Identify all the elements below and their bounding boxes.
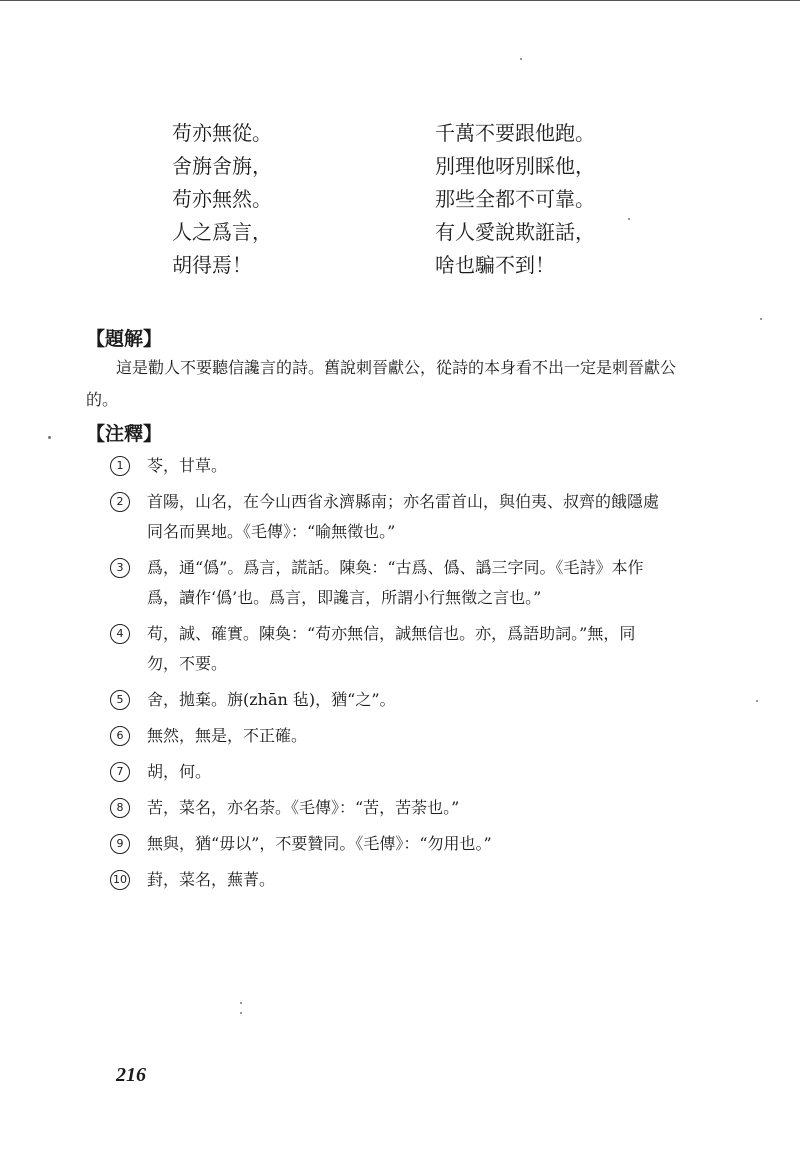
scan-speck [760, 318, 762, 320]
notes-heading: 【注釋】 [86, 423, 163, 445]
page-number: 216 [116, 1064, 146, 1086]
top-border-line [0, 0, 800, 1]
notes-list [110, 451, 690, 901]
scan-speck [240, 1002, 242, 1004]
poem-line [0, 215, 800, 249]
note-item [110, 793, 690, 823]
note-text: 首陽，山名，在今山西省永濟縣南；亦名雷首山，與伯夷、叔齊的餓隱處同名而異地。《毛傳》：“喻無徵也。” [147, 492, 660, 541]
note-number: 3 [110, 558, 130, 578]
poem-original-line: 人之爲言， [172, 220, 272, 244]
note-number: 9 [110, 834, 130, 854]
note-item [110, 619, 690, 679]
scan-speck [240, 1012, 242, 1014]
note-number: 1 [110, 456, 130, 476]
poem-translation-line: 千萬不要跟他跑。 [435, 121, 595, 145]
note-item [110, 721, 690, 751]
note-text: 苦，菜名，亦名荼。《毛傳》：“苦，苦荼也。” [147, 798, 460, 817]
scan-speck [628, 218, 630, 220]
scan-speck [48, 436, 51, 439]
scan-speck [520, 58, 522, 60]
poem-original-line: 舍旃舍旃， [172, 154, 272, 178]
note-item [110, 487, 690, 547]
note-number: 7 [110, 762, 130, 782]
note-number: 6 [110, 726, 130, 746]
poem-translation-line: 別理他呀別睬他， [435, 154, 595, 178]
note-text: 舍，拋棄。旃(zhān 毡)，猶“之”。 [147, 690, 396, 709]
poem-translation-line: 啥也騙不到！ [435, 253, 555, 277]
explanation-heading: 【題解】 [86, 328, 163, 350]
note-text: 苟，誠、確實。陳奐：“苟亦無信，誠無信也。亦，爲語助詞。”無，同勿，不要。 [147, 624, 636, 673]
note-number: 4 [110, 624, 130, 644]
poem-line [0, 248, 800, 282]
explanation-text: 這是勸人不要聽信讒言的詩。舊說刺晉獻公，從詩的本身看不出一定是刺晉獻公的。 [86, 358, 677, 409]
poem-original-line: 胡得焉！ [172, 253, 252, 277]
poem-line [0, 149, 800, 183]
note-item [110, 829, 690, 859]
explanation-text-block [86, 352, 686, 416]
note-text: 無與，猶“毋以”，不要贊同。《毛傳》：“勿用也。” [147, 834, 492, 853]
poem-original-line: 苟亦無從。 [172, 121, 272, 145]
note-item [110, 865, 690, 895]
note-text: 苓，甘草。 [147, 456, 228, 475]
note-text: 葑，菜名，蕪菁。 [147, 870, 276, 889]
note-number: 10 [110, 870, 130, 890]
note-number: 2 [110, 492, 130, 512]
poem-translation-line: 有人愛說欺誑話， [435, 220, 595, 244]
note-number: 8 [110, 798, 130, 818]
note-item [110, 685, 690, 715]
note-text: 無然，無是，不正確。 [147, 726, 308, 745]
poem-translation-line: 那些全都不可靠。 [435, 187, 595, 211]
note-item [110, 757, 690, 787]
poem-line [0, 116, 800, 150]
note-item [110, 451, 690, 481]
poem-original-line: 苟亦無然。 [172, 187, 272, 211]
scan-speck [756, 700, 758, 702]
note-item [110, 553, 690, 613]
note-number: 5 [110, 690, 130, 710]
poem-line [0, 182, 800, 216]
note-text: 爲，通“僞”。爲言，謊話。陳奐：“古爲、僞、譌三字同。《毛詩》本作爲，讀作‘僞’也。爲言，即讒言，所謂小行無徵之言也。” [147, 558, 644, 607]
note-text: 胡，何。 [147, 762, 212, 781]
